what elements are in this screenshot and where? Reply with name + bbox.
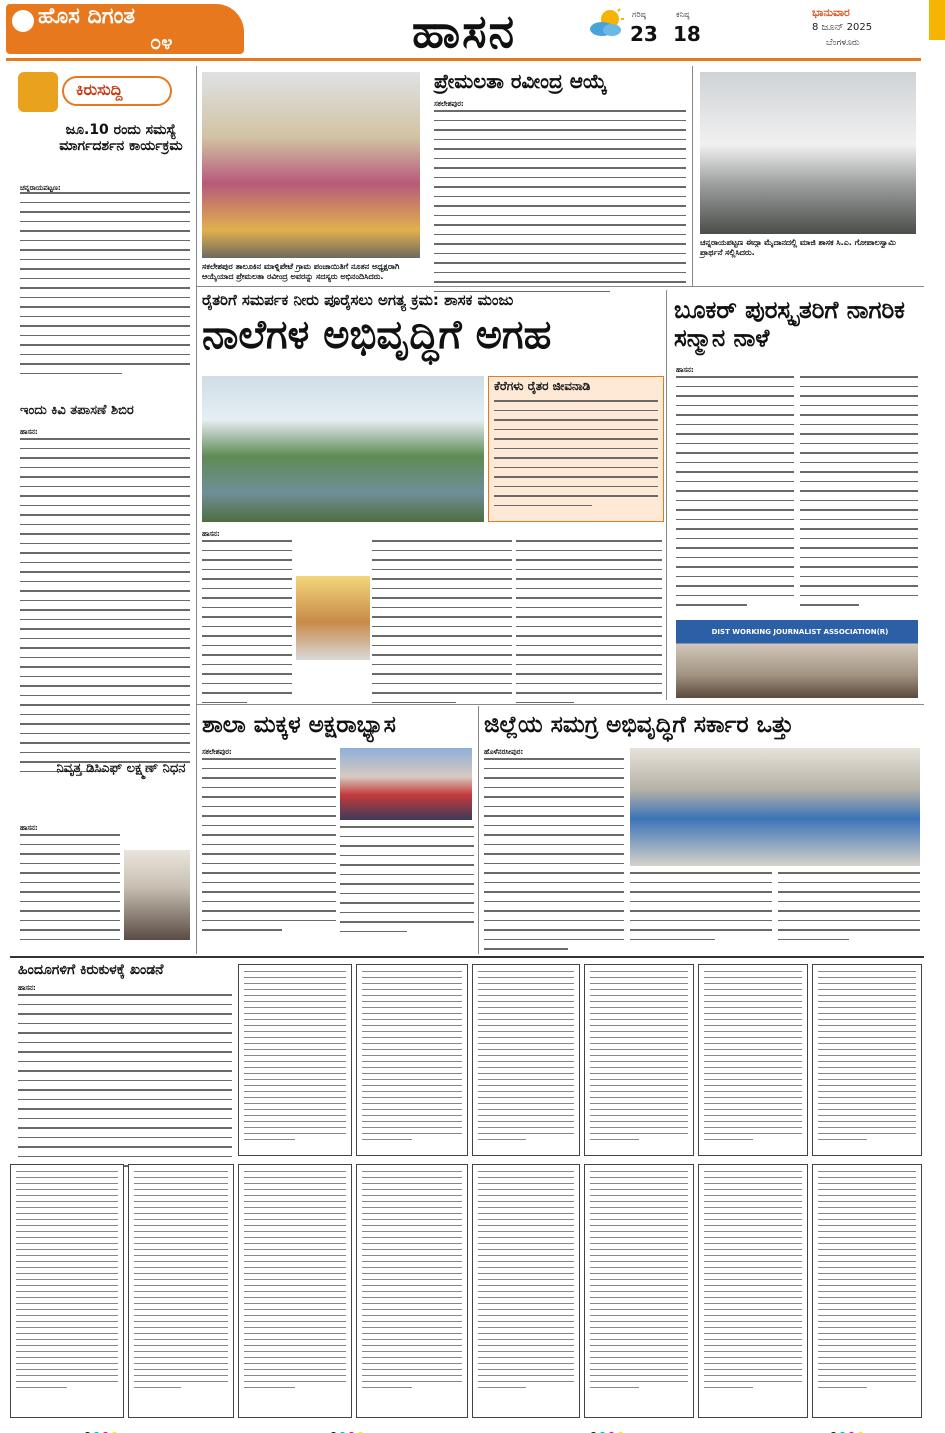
registration-marks bbox=[84, 1424, 144, 1432]
pointing-hand-icon bbox=[18, 72, 58, 112]
edition-name: ಬೆಂಗಳೂರು bbox=[826, 38, 860, 48]
legal-notice bbox=[238, 964, 352, 1156]
legal-notice bbox=[584, 1164, 694, 1418]
brief-headline: ಜೂ.10 ರಂದು ಸಮಸ್ಯೆ ಮಾರ್ಗದರ್ಶನ ಕಾರ್ಯಕ್ರಮ bbox=[59, 122, 183, 155]
issue-day: ಭಾನುವಾರ bbox=[812, 6, 850, 19]
registration-marks bbox=[590, 1424, 650, 1432]
temp-max: 23 bbox=[630, 22, 658, 46]
legal-notice bbox=[472, 1164, 580, 1418]
masthead bbox=[0, 0, 945, 62]
story-byline: ಸಕಲೇಶಪುರ: bbox=[434, 100, 464, 108]
legal-notice bbox=[128, 1164, 234, 1418]
story-headline: ಶಾಲಾ ಮಕ್ಕಳ ಅಕ್ಷರಾಭ್ಯಾಸ bbox=[202, 711, 396, 738]
school-children-photo bbox=[340, 748, 472, 820]
briefs-section-title: ಕಿರುಸುದ್ದಿ bbox=[76, 80, 123, 99]
brief-byline: ಹಾಸನ: bbox=[20, 824, 38, 832]
photo-caption: ಸಕಲೇಶಪುರ ತಾಲೂಕಿನ ಮಾಳ್ನಿಪೇಟೆ ಗ್ರಾಮ ಪಂಚಾಯಿತಿಗೆ ನೂತನ ಅಧ್ಯಕ್ಷರಾಗಿ ಆಯ್ಕೆಯಾದ ಪ್ರೇಮಲತಾ ರವೀಂದ್ರ ಅವರನ್ನು ಸದಸ್ಯರು ಅಭಿನಂದಿಸಿದರು. bbox=[202, 262, 400, 281]
brief-body bbox=[20, 192, 190, 382]
brief-byline: ಚನ್ನರಾಯಪಟ್ಟಣ: bbox=[20, 184, 61, 192]
story-byline: ಹಾಸನ: bbox=[676, 366, 694, 374]
page-number: ೦೪ bbox=[150, 30, 173, 54]
legal-notice bbox=[238, 1164, 352, 1418]
story-body bbox=[800, 376, 918, 614]
legal-notice bbox=[356, 964, 468, 1156]
column-divider bbox=[196, 66, 197, 954]
story-headline: ಪ್ರೇಮಲತಾ ರವೀಂದ್ರ ಆಯ್ಕೆ bbox=[434, 69, 608, 93]
story-body bbox=[516, 540, 662, 711]
story-body bbox=[18, 994, 232, 1175]
legal-notice bbox=[812, 1164, 922, 1418]
temp-max-label: ಗರಿಷ್ಠ bbox=[632, 10, 646, 19]
legal-notice bbox=[472, 964, 580, 1156]
district-event-photo bbox=[630, 748, 920, 866]
story-body bbox=[372, 540, 512, 711]
story-byline: ಹೊಳೆನರಸೀಪುರ: bbox=[484, 748, 524, 756]
story-byline: ಹಾಸನ: bbox=[18, 984, 36, 992]
section-divider bbox=[10, 956, 924, 958]
temp-min-label: ಕನಿಷ್ಠ bbox=[676, 10, 690, 19]
story-body bbox=[778, 872, 920, 948]
lead-kicker: ರೈತರಿಗೆ ಸಮರ್ಪಕ ನೀರು ಪೂರೈಸಲು ಅಗತ್ಯ ಕ್ರಮ: ಶಾಸಕ ಮಂಜು bbox=[202, 291, 514, 309]
legal-notice bbox=[698, 1164, 808, 1418]
photo-caption: ಚನ್ನರಾಯಪಟ್ಟಣ ಈದ್ಗಾ ಮೈದಾನದಲ್ಲಿ ಮಾಜಿ ಶಾಸಕ ಸಿ.ಎ. ಗೋಪಾಲಸ್ವಾಮಿ ಪ್ರಾರ್ಥನೆ ಸಲ್ಲಿಸಿದರು. bbox=[700, 238, 896, 257]
brief-headline: ಇಂದು ಕಿವಿ ತಪಾಸಣೆ ಶಿಬಿರ bbox=[20, 403, 134, 418]
story-headline: ಬೂಕರ್ ಪುರಸ್ಕೃತರಿಗೆ ನಾಗರಿಕ ಸನ್ಮಾನ ನಾಳೆ bbox=[674, 295, 905, 352]
brief-headline: ನಿವೃತ್ತ ಡಿಸಿಎಫ್ ಲಕ್ಷ್ಮಣ್ ನಿಧನ bbox=[56, 761, 186, 776]
registration-marks bbox=[330, 1424, 390, 1432]
color-strip bbox=[929, 0, 945, 40]
issue-date: 8 ಜೂನ್ 2025 bbox=[812, 22, 873, 33]
story-body bbox=[630, 872, 772, 948]
logo-emblem-icon bbox=[12, 10, 34, 32]
story-byline: ಸಕಲೇಶಪುರ: bbox=[202, 748, 232, 756]
story-body bbox=[202, 540, 292, 711]
brief-byline: ಹಾಸನ: bbox=[20, 428, 38, 436]
info-box-title: ಕೆರೆಗಳು ರೈತರ ಜೀವನಾಡಿ bbox=[494, 379, 591, 393]
legal-notice bbox=[356, 1164, 468, 1418]
story-byline: ಹಾಸನ: bbox=[202, 530, 220, 538]
story-body bbox=[484, 758, 624, 958]
mla-portrait-photo bbox=[296, 576, 370, 660]
temp-min: 18 bbox=[673, 22, 701, 46]
column-divider bbox=[692, 66, 693, 286]
city-title: ಹಾಸನ bbox=[412, 4, 517, 58]
story-headline: ಜಿಲ್ಲೆಯ ಸಮಗ್ರ ಅಭಿವೃದ್ಧಿಗೆ ಸರ್ಕಾರ ಒತ್ತು bbox=[484, 711, 794, 738]
obituary-photo bbox=[124, 850, 190, 940]
brief-body bbox=[20, 834, 120, 948]
panchayat-felicitation-photo bbox=[202, 72, 420, 258]
story-body bbox=[434, 110, 686, 300]
registration-marks bbox=[830, 1424, 890, 1432]
sun-cloud-icon bbox=[588, 8, 626, 38]
lead-headline: ನಾಲೆಗಳ ಅಭಿವೃದ್ಧಿಗೆ ಅಗಹ bbox=[202, 311, 552, 358]
newspaper-logo: ಹೊಸ ದಿಗಂತ bbox=[38, 4, 136, 29]
story-body bbox=[202, 758, 336, 939]
story-body bbox=[340, 826, 474, 940]
column-divider bbox=[666, 290, 667, 700]
brief-body bbox=[20, 438, 190, 780]
column-divider bbox=[478, 706, 479, 954]
eidgah-prayer-photo bbox=[700, 72, 916, 234]
story-body bbox=[676, 376, 794, 614]
info-box-body bbox=[494, 400, 658, 514]
masthead-rule bbox=[6, 58, 921, 61]
legal-notice bbox=[10, 1164, 124, 1418]
legal-notice bbox=[812, 964, 922, 1156]
banner-text: DIST WORKING JOURNALIST ASSOCIATION(R) bbox=[711, 628, 889, 636]
legal-notice bbox=[698, 964, 808, 1156]
story-headline: ಹಿಂದೂಗಳಿಗೆ ಕಿರುಕುಳಕ್ಕೆ ಖಂಡನೆ bbox=[18, 962, 164, 978]
canal-photo bbox=[202, 376, 484, 522]
legal-notice bbox=[584, 964, 694, 1156]
